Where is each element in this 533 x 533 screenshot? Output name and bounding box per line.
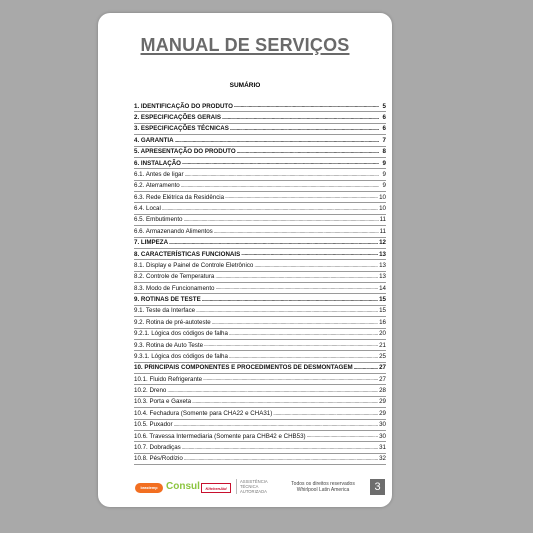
toc-entry[interactable] <box>134 158 386 169</box>
toc-entry-page: 20 <box>379 330 386 338</box>
table-of-contents <box>134 101 386 465</box>
toc-leader-dots <box>204 343 378 349</box>
consul-logo: Consul <box>166 481 200 492</box>
toc-leader-dots <box>225 195 378 201</box>
toc-entry-label: 9. ROTINAS DE TESTE <box>134 296 201 304</box>
toc-leader-dots <box>167 389 378 395</box>
toc-entry-page: 13 <box>379 261 386 269</box>
toc-entry[interactable] <box>134 374 386 385</box>
toc-leader-dots <box>182 161 379 167</box>
toc-entry[interactable] <box>134 215 386 226</box>
toc-entry-label: 10.2. Dreno <box>134 387 167 395</box>
toc-entry[interactable] <box>134 124 386 135</box>
toc-entry-label: 10.8. Pés/Rodízio <box>134 455 183 463</box>
toc-leader-dots <box>229 332 378 338</box>
toc-entry[interactable] <box>134 294 386 305</box>
toc-entry-page: 6 <box>382 114 386 122</box>
toc-entry[interactable] <box>134 454 386 465</box>
toc-entry-label: 6.4. Local <box>134 205 161 213</box>
toc-entry-label: 10.1. Fluido Refrigerante <box>134 375 203 383</box>
toc-entry-label: 6. INSTALAÇÃO <box>134 159 181 167</box>
toc-leader-dots <box>184 218 379 224</box>
page-footer <box>134 479 386 497</box>
toc-leader-dots <box>203 377 378 383</box>
toc-entry[interactable] <box>134 135 386 146</box>
toc-entry[interactable] <box>134 203 386 214</box>
toc-entry-page: 7 <box>382 136 386 144</box>
toc-entry-label: 9.2. Rotina de pré-autoteste <box>134 318 211 326</box>
assistance-label: ASSISTÊNCIA TÉCNICA AUTORIZADA <box>236 479 282 494</box>
toc-leader-dots <box>214 230 379 236</box>
toc-entry-page: 32 <box>379 455 386 463</box>
toc-leader-dots <box>212 321 378 327</box>
toc-entry[interactable] <box>134 329 386 340</box>
toc-leader-dots <box>175 139 379 145</box>
toc-entry-page: 11 <box>379 216 386 224</box>
toc-entry[interactable] <box>134 363 386 374</box>
toc-leader-dots <box>234 104 379 110</box>
toc-entry[interactable] <box>134 442 386 453</box>
toc-entry-page: 27 <box>379 364 386 372</box>
toc-entry-page: 10 <box>379 205 386 213</box>
toc-leader-dots <box>185 173 379 179</box>
toc-entry-page: 5 <box>382 102 386 110</box>
toc-entry-page: 16 <box>379 318 386 326</box>
toc-entry-label: 9.1. Teste da Interface <box>134 307 196 315</box>
toc-entry[interactable] <box>134 408 386 419</box>
toc-entry-label: 10.5. Puxador <box>134 421 173 429</box>
toc-entry[interactable] <box>134 101 386 112</box>
toc-entry[interactable] <box>134 397 386 408</box>
toc-entry[interactable] <box>134 340 386 351</box>
toc-entry-label: 6.2. Aterramento <box>134 182 180 190</box>
toc-entry[interactable] <box>134 351 386 362</box>
toc-leader-dots <box>229 355 378 361</box>
toc-entry-label: 10. PRINCIPAIS COMPONENTES E PROCEDIMENTOS DE DESMONTAGEM <box>134 364 353 372</box>
toc-entry-page: 9 <box>382 170 386 178</box>
manual-page <box>98 13 392 507</box>
toc-leader-dots <box>162 207 378 213</box>
toc-entry-label: 6.5. Embutimento <box>134 216 183 224</box>
toc-entry-label: 10.6. Travessa Intermediaria (Somente para CHB42 e CHB53) <box>134 432 306 440</box>
toc-leader-dots <box>215 275 378 281</box>
toc-entry-label: 6.3. Rede Elétrica da Residência <box>134 193 225 201</box>
toc-entry[interactable] <box>134 385 386 396</box>
toc-entry[interactable] <box>134 306 386 317</box>
toc-entry[interactable] <box>134 192 386 203</box>
toc-entry-page: 10 <box>379 193 386 201</box>
brastemp-logo: brastemp <box>135 483 163 493</box>
page-title: MANUAL DE SERVIÇOS <box>140 35 350 55</box>
toc-entry-page: 25 <box>379 352 386 360</box>
toc-entry-page: 9 <box>382 159 386 167</box>
toc-entry-label: 10.3. Porta e Gaxeta <box>134 398 192 406</box>
toc-entry-label: 9.2.1. Lógica dos códigos de falha <box>134 330 228 338</box>
toc-entry-page: 27 <box>379 375 386 383</box>
toc-entry-label: 10.4. Fechadura (Somente para CHA22 e CHA31) <box>134 409 273 417</box>
toc-entry-label: 8.1. Display e Painel de Controle Eletrônico <box>134 261 254 269</box>
toc-entry-page: 15 <box>379 296 386 304</box>
toc-entry-page: 8 <box>382 148 386 156</box>
toc-leader-dots <box>241 252 378 258</box>
toc-entry[interactable] <box>134 431 386 442</box>
rights-text <box>284 481 362 494</box>
toc-leader-dots <box>169 241 378 247</box>
toc-entry-page: 6 <box>382 125 386 133</box>
toc-entry-page: 9 <box>382 182 386 190</box>
toc-entry-label: 5. APRESENTAÇÃO DO PRODUTO <box>134 148 236 156</box>
toc-leader-dots <box>354 366 378 372</box>
toc-entry[interactable] <box>134 147 386 158</box>
toc-entry[interactable] <box>134 112 386 123</box>
toc-entry-label: 8.2. Controle de Temperatura <box>134 273 215 281</box>
toc-leader-dots <box>230 127 379 133</box>
toc-leader-dots <box>196 309 378 315</box>
toc-entry-label: 6.6. Armazenando Alimentos <box>134 227 213 235</box>
toc-entry[interactable] <box>134 238 386 249</box>
toc-leader-dots <box>222 116 379 122</box>
toc-entry[interactable] <box>134 226 386 237</box>
toc-entry-page: 15 <box>379 307 386 315</box>
toc-leader-dots <box>181 184 379 190</box>
toc-entry-page: 11 <box>379 227 386 235</box>
toc-entry-label: 3. ESPECIFICAÇÕES TÉCNICAS <box>134 125 229 133</box>
toc-entry-label: 8.3. Modo de Funcionamento <box>134 284 215 292</box>
toc-entry-page: 21 <box>379 341 386 349</box>
toc-heading: SUMÁRIO <box>229 82 261 89</box>
toc-leader-dots <box>202 298 378 304</box>
toc-entry[interactable] <box>134 260 386 271</box>
toc-entry[interactable] <box>134 249 386 260</box>
toc-leader-dots <box>174 423 379 429</box>
toc-entry-label: 4. GARANTIA <box>134 136 174 144</box>
toc-entry-page: 31 <box>379 443 386 451</box>
toc-leader-dots <box>237 150 379 156</box>
toc-entry-label: 7. LIMPEZA <box>134 239 169 247</box>
toc-leader-dots <box>192 400 378 406</box>
toc-leader-dots <box>254 264 378 270</box>
toc-entry-page: 29 <box>379 409 386 417</box>
rights-line-2: Whirlpool Latin America <box>296 487 350 494</box>
toc-leader-dots <box>184 457 378 463</box>
toc-entry-page: 14 <box>379 284 386 292</box>
toc-entry-page: 30 <box>379 432 386 440</box>
toc-entry[interactable] <box>134 272 386 283</box>
toc-entry[interactable] <box>134 283 386 294</box>
toc-entry-page: 29 <box>379 398 386 406</box>
toc-entry-label: 6.1. Antes de ligar <box>134 170 184 178</box>
toc-entry[interactable] <box>134 317 386 328</box>
toc-entry[interactable] <box>134 181 386 192</box>
toc-entry-label: 1. IDENTIFICAÇÃO DO PRODUTO <box>134 102 233 110</box>
toc-leader-dots <box>216 286 379 292</box>
toc-entry-label: 9.3.1. Lógica dos códigos de falha <box>134 352 228 360</box>
toc-entry-label: 2. ESPECIFICAÇÕES GERAIS <box>134 114 221 122</box>
toc-leader-dots <box>307 434 378 440</box>
toc-entry-page: 30 <box>379 421 386 429</box>
toc-entry[interactable] <box>134 169 386 180</box>
toc-entry-label: 8. CARACTERÍSTICAS FUNCIONAIS <box>134 250 241 258</box>
toc-entry-page: 13 <box>379 273 386 281</box>
toc-leader-dots <box>273 412 378 418</box>
toc-entry-label: 10.7. Dobradiças <box>134 443 181 451</box>
toc-entry[interactable] <box>134 420 386 431</box>
kitchenaid-logo: KitchenAid <box>201 483 231 493</box>
toc-leader-dots <box>182 446 378 452</box>
toc-entry-page: 12 <box>379 239 386 247</box>
toc-entry-label: 9.3. Rotina de Auto Teste <box>134 341 204 349</box>
toc-entry-page: 13 <box>379 250 386 258</box>
toc-entry-page: 28 <box>379 387 386 395</box>
page-number: 3 <box>370 479 385 495</box>
rights-line-1: Todos os direitos reservados <box>291 481 355 487</box>
